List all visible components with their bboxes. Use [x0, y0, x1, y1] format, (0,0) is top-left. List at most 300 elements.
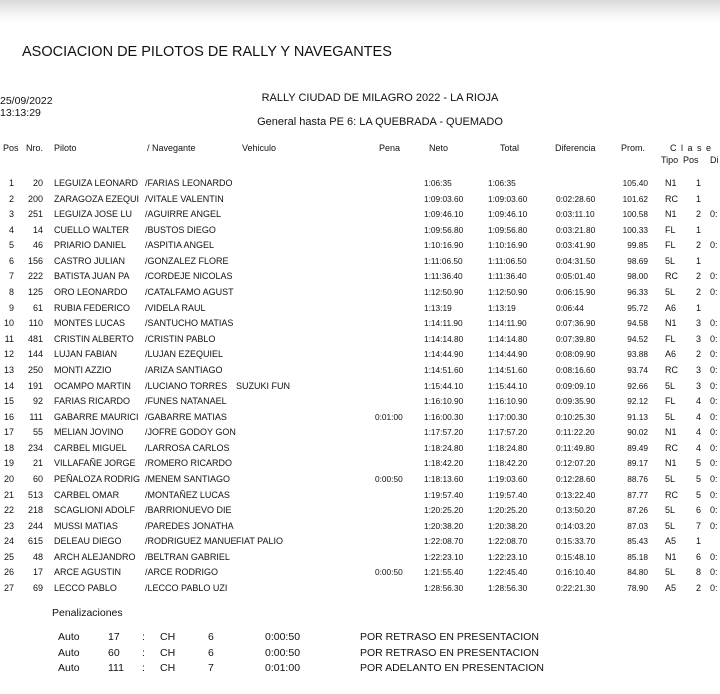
- col-piloto: Piloto: [54, 143, 77, 153]
- cell-cpos: 3: [695, 364, 701, 375]
- col-nro: Nro.: [26, 143, 44, 153]
- photo-top-shadow: [0, 0, 720, 22]
- cell-navegante: /GONZALEZ FLORE: [145, 255, 229, 266]
- cell-piloto: LEGUIZA LEONARD: [54, 178, 139, 188]
- cell-cpos: 2: [695, 287, 701, 298]
- col-clase-pos: Pos: [683, 155, 699, 165]
- col-tipo: Tipo: [661, 155, 679, 165]
- cell-prom: 93.88: [627, 349, 648, 360]
- table-row: [0, 503, 720, 519]
- cell-total: 1:14:14.80: [488, 333, 528, 344]
- cell-dif: 0:14:03.20: [556, 520, 596, 531]
- cell-cpos: 4: [695, 442, 701, 453]
- cell-total: 1:18:42.20: [488, 458, 528, 469]
- cell-prom: 85.43: [627, 536, 648, 547]
- cell-piloto: LEGUIZA JOSE LU: [54, 209, 133, 220]
- cell-piloto: SCAGLIONI ADOLF: [54, 505, 136, 516]
- cell-pos: 21: [3, 489, 14, 500]
- cell-navegante: /ASPITIA ANGEL: [145, 240, 215, 251]
- cell-nro: 48: [32, 551, 43, 562]
- cell-di: 0:: [710, 520, 718, 531]
- cell-nro: 234: [27, 442, 43, 453]
- cell-tipo: RC: [665, 364, 678, 375]
- cell-piloto: ARCH ALEJANDRO: [54, 551, 136, 562]
- cell-cpos: 3: [695, 380, 701, 391]
- cell-prom: 87.03: [627, 520, 648, 531]
- cell-di: 0:: [710, 271, 718, 282]
- table-row: [0, 581, 720, 597]
- cell-total: 1:14:51.60: [488, 364, 528, 375]
- cell-cpos: 1: [695, 224, 701, 235]
- penalty-num: 6: [208, 631, 214, 643]
- cell-cpos: 2: [695, 349, 701, 360]
- cell-neto: 1:18:24.80: [424, 442, 464, 453]
- penalty-num: 7: [208, 662, 214, 674]
- cell-piloto: DELEAU DIEGO: [54, 536, 122, 547]
- cell-piloto: ARCE AGUSTIN: [54, 567, 122, 578]
- cell-prom: 85.18: [627, 551, 648, 562]
- cell-pos: 27: [3, 583, 14, 594]
- cell-prom: 98.69: [627, 255, 648, 266]
- table-row: [0, 379, 720, 395]
- cell-navegante: /CORDEJE NICOLAS: [145, 271, 233, 282]
- cell-pos: 24: [3, 536, 14, 547]
- report-title: RALLY CIUDAD DE MILAGRO 2022 - LA RIOJA: [261, 92, 499, 104]
- cell-piloto: GABARRE MAURICI: [54, 411, 139, 422]
- cell-prom: 84.80: [627, 567, 648, 578]
- cell-navegante: /VITALE VALENTIN: [145, 193, 224, 204]
- cell-pos: 22: [3, 505, 14, 516]
- cell-tipo: RC: [665, 442, 678, 453]
- cell-cpos: 8: [695, 567, 701, 578]
- cell-neto: 1:11:36.40: [424, 271, 463, 282]
- penalty-row: [0, 662, 720, 677]
- cell-pos: 15: [3, 396, 14, 407]
- cell-total: 1:11:36.40: [488, 271, 527, 282]
- cell-prom: 87.77: [627, 489, 648, 500]
- cell-pos: 3: [8, 209, 14, 220]
- cell-vehiculo: SUZUKI FUN: [236, 380, 290, 391]
- cell-tipo: 5L: [665, 411, 676, 422]
- cell-total: 1:09:46.10: [488, 209, 528, 220]
- table-row: [0, 269, 720, 285]
- cell-piloto: MELIAN JOVINO: [54, 427, 124, 438]
- penalty-time: 0:00:50: [265, 646, 301, 659]
- cell-nro: 55: [32, 427, 43, 438]
- cell-neto: 1:20:25.20: [424, 505, 464, 516]
- cell-nro: 61: [32, 302, 43, 313]
- cell-nro: 46: [32, 240, 43, 251]
- cell-cpos: 3: [695, 318, 701, 329]
- cell-di: 0:: [710, 567, 718, 578]
- cell-pos: 10: [3, 318, 14, 329]
- cell-dif: 0:07:36.90: [556, 318, 596, 329]
- cell-neto: 1:10:16.90: [424, 240, 464, 251]
- cell-prom: 101.62: [622, 193, 648, 204]
- penalty-sep: :: [142, 646, 145, 659]
- cell-tipo: N1: [665, 551, 677, 562]
- table-row: [0, 472, 720, 488]
- cell-cpos: 1: [695, 536, 701, 547]
- cell-neto: 1:21:55.40: [424, 567, 464, 578]
- cell-dif: 0:03:21.80: [556, 224, 596, 235]
- cell-dif: 0:12:28.60: [556, 473, 596, 484]
- cell-pos: 2: [8, 193, 14, 204]
- cell-navegante: /SANTUCHO MATIAS: [145, 318, 234, 329]
- col-prom: Prom.: [621, 143, 646, 153]
- table-row: [0, 425, 720, 441]
- cell-piloto: ZARAGOZA EZEQUI: [54, 193, 140, 204]
- table-row: [0, 519, 720, 535]
- cell-cpos: 2: [695, 240, 701, 251]
- cell-prom: 99.85: [627, 240, 648, 251]
- cell-cpos: 2: [695, 271, 701, 282]
- cell-tipo: A5: [665, 583, 677, 594]
- cell-pos: 4: [8, 224, 14, 235]
- cell-prom: 87.26: [627, 505, 648, 516]
- cell-total: 1:19:57.40: [488, 489, 528, 500]
- penalty-row: [0, 647, 720, 662]
- cell-prom: 88.76: [627, 473, 648, 484]
- cell-cpos: 4: [695, 396, 701, 407]
- cell-navegante: /JOFRE GODOY GON: [145, 427, 236, 438]
- cell-prom: 100.58: [622, 209, 648, 220]
- table-row: [0, 347, 720, 363]
- penalty-auto: Auto: [58, 646, 80, 659]
- cell-total: 1:10:16.90: [488, 240, 528, 251]
- report-time: 13:13:29: [0, 107, 41, 119]
- cell-pos: 9: [8, 302, 14, 313]
- cell-neto: 1:20:38.20: [424, 520, 464, 531]
- col-di: Di: [710, 155, 719, 165]
- cell-pos: 11: [4, 333, 14, 344]
- cell-pos: 7: [8, 271, 14, 282]
- cell-total: 1:28:56.30: [488, 583, 528, 594]
- penalty-nro: 111: [108, 662, 124, 674]
- penalty-reason: POR ADELANTO EN PRESENTACION: [360, 662, 544, 674]
- cell-tipo: A6: [665, 302, 677, 313]
- cell-cpos: 1: [695, 302, 701, 313]
- cell-di: 0:: [710, 473, 718, 484]
- results-header: [0, 140, 720, 170]
- cell-nro: 125: [27, 287, 43, 298]
- cell-total: 1:17:00.30: [488, 411, 528, 422]
- table-row: [0, 301, 720, 317]
- table-row: [0, 176, 720, 192]
- cell-neto: 1:28:56.30: [424, 583, 464, 594]
- cell-neto: 1:19:57.40: [424, 489, 464, 500]
- penalty-ch: CH: [160, 662, 176, 674]
- table-row: [0, 238, 720, 254]
- cell-vehiculo: FIAT PALIO: [236, 536, 284, 547]
- col-diferencia: Diferencia: [555, 143, 596, 153]
- cell-cpos: 2: [695, 583, 701, 594]
- cell-navegante: /CRISTIN PABLO: [145, 333, 216, 344]
- cell-dif: 0:11:22.20: [556, 427, 595, 438]
- cell-dif: 0:10:25.30: [556, 411, 596, 422]
- cell-nro: 60: [32, 473, 43, 484]
- cell-prom: 91.13: [627, 411, 648, 422]
- cell-total: 1:16:10.90: [488, 396, 528, 407]
- penalty-nro: 60: [108, 646, 120, 659]
- cell-nro: 222: [27, 271, 43, 282]
- cell-tipo: A5: [665, 536, 677, 547]
- cell-cpos: 6: [695, 505, 701, 516]
- cell-neto: 1:18:13.60: [424, 473, 464, 484]
- cell-pos: 16: [3, 411, 14, 422]
- cell-nro: 21: [32, 458, 43, 469]
- table-row: [0, 363, 720, 379]
- cell-prom: 94.58: [627, 318, 648, 329]
- cell-piloto: LUJAN FABIAN: [54, 349, 118, 360]
- cell-neto: 1:12:50.90: [424, 287, 464, 298]
- cell-nro: 250: [27, 364, 43, 375]
- cell-pos: 19: [3, 458, 14, 469]
- table-row: [0, 192, 720, 208]
- cell-dif: 0:05:01.40: [556, 271, 596, 282]
- table-row: [0, 534, 720, 550]
- cell-neto: 1:14:44.90: [424, 349, 464, 360]
- cell-pos: 12: [3, 349, 14, 360]
- cell-piloto: VILLAFAÑE JORGE: [54, 458, 136, 469]
- cell-total: 1:06:35: [488, 178, 516, 188]
- cell-cpos: 2: [695, 209, 701, 220]
- cell-piloto: RUBIA FEDERICO: [54, 302, 131, 313]
- cell-navegante: /LECCO PABLO UZI: [145, 583, 228, 594]
- cell-di: 0:: [710, 427, 718, 438]
- col-vehiculo: Vehiculo: [242, 143, 277, 153]
- cell-piloto: ORO LEONARDO: [54, 287, 128, 298]
- cell-prom: 89.49: [627, 442, 648, 453]
- cell-navegante: /RODRIGUEZ MANUE: [145, 536, 237, 547]
- cell-nro: 69: [32, 583, 43, 594]
- cell-cpos: 1: [695, 193, 701, 204]
- cell-dif: 0:15:48.10: [556, 551, 596, 562]
- cell-piloto: PRIARIO DANIEL: [54, 240, 127, 251]
- cell-prom: 93.74: [627, 364, 648, 375]
- table-row: [0, 394, 720, 410]
- cell-di: 0:: [710, 458, 718, 469]
- cell-navegante: /FARIAS LEONARDO: [145, 178, 233, 188]
- cell-nro: 20: [32, 178, 43, 188]
- penalty-auto: Auto: [58, 631, 80, 643]
- cell-neto: 1:11:06.50: [424, 255, 463, 266]
- cell-pena: 0:00:50: [375, 473, 403, 484]
- cell-prom: 95.72: [627, 302, 648, 313]
- cell-tipo: 5L: [665, 287, 676, 298]
- cell-tipo: N1: [665, 178, 677, 188]
- cell-nro: 17: [32, 567, 43, 578]
- cell-neto: 1:09:46.10: [424, 209, 464, 220]
- cell-dif: 0:12:07.20: [556, 458, 596, 469]
- cell-nro: 156: [27, 255, 43, 266]
- cell-neto: 1:17:57.20: [424, 427, 464, 438]
- cell-total: 1:18:24.80: [488, 442, 528, 453]
- cell-tipo: 5L: [665, 255, 676, 266]
- penalties-heading: Penalizaciones: [52, 607, 123, 619]
- table-row: [0, 456, 720, 472]
- table-row: [0, 565, 720, 581]
- cell-cpos: 5: [695, 489, 701, 500]
- cell-prom: 96.33: [627, 287, 648, 298]
- penalty-time: 0:00:50: [265, 631, 301, 643]
- cell-dif: 0:03:41.90: [556, 240, 596, 251]
- cell-neto: 1:22:08.70: [424, 536, 464, 547]
- cell-total: 1:20:25.20: [488, 505, 528, 516]
- cell-cpos: 4: [695, 411, 701, 422]
- cell-pos: 8: [8, 287, 14, 298]
- report-date: 25/09/2022: [0, 95, 53, 107]
- cell-navegante: /ARIZA SANTIAGO: [145, 364, 223, 375]
- cell-pos: 13: [3, 364, 14, 375]
- cell-piloto: LECCO PABLO: [54, 583, 117, 594]
- cell-tipo: 5L: [665, 473, 676, 484]
- cell-prom: 100.33: [622, 224, 648, 235]
- cell-total: 1:19:03.60: [488, 473, 528, 484]
- table-row: [0, 223, 720, 239]
- penalty-ch: CH: [160, 646, 176, 659]
- cell-tipo: FL: [665, 224, 676, 235]
- org-title: ASOCIACION DE PILOTOS DE RALLY Y NAVEGANTES: [22, 44, 392, 60]
- cell-navegante: /FUNES NATANAEL: [145, 396, 227, 407]
- cell-dif: 0:08:16.60: [556, 364, 596, 375]
- cell-dif: 0:16:10.40: [556, 567, 596, 578]
- cell-piloto: MONTES LUCAS: [54, 318, 126, 329]
- results-table: [0, 176, 720, 597]
- cell-dif: 0:06:15.90: [556, 287, 596, 298]
- cell-dif: 0:07:39.80: [556, 333, 596, 344]
- cell-tipo: RC: [665, 489, 678, 500]
- cell-cpos: 6: [695, 551, 701, 562]
- cell-tipo: 5L: [665, 380, 676, 391]
- cell-neto: 1:09:56.80: [424, 224, 464, 235]
- cell-nro: 251: [27, 209, 43, 220]
- cell-tipo: N1: [665, 427, 677, 438]
- cell-tipo: RC: [665, 271, 678, 282]
- cell-dif: 0:09:09.10: [556, 380, 596, 391]
- cell-cpos: 5: [695, 458, 701, 469]
- cell-pos: 17: [3, 427, 14, 438]
- cell-dif: 0:08:09.90: [556, 349, 596, 360]
- cell-di: 0:: [710, 209, 718, 220]
- cell-cpos: 7: [695, 520, 701, 531]
- cell-navegante: /AGUIRRE ANGEL: [145, 209, 222, 220]
- cell-neto: 1:16:10.90: [424, 396, 464, 407]
- cell-tipo: FL: [665, 396, 676, 407]
- cell-navegante: /ARCE RODRIGO: [145, 567, 219, 578]
- cell-prom: 105.40: [622, 178, 648, 188]
- cell-di: 0:: [710, 396, 718, 407]
- cell-dif: 0:22:21.30: [556, 583, 596, 594]
- cell-dif: 0:04:31.50: [556, 255, 596, 266]
- cell-nro: 14: [32, 224, 43, 235]
- cell-total: 1:22:23.10: [488, 551, 528, 562]
- col-neto: Neto: [429, 143, 449, 153]
- cell-cpos: 1: [695, 255, 701, 266]
- cell-neto: 1:14:51.60: [424, 364, 464, 375]
- cell-navegante: /LUJAN EZEQUIEL: [145, 349, 224, 360]
- col-navegante: / Navegante: [147, 143, 196, 153]
- cell-prom: 92.66: [627, 380, 648, 391]
- cell-di: 0:: [710, 287, 718, 298]
- col-pos: Pos: [3, 143, 19, 153]
- cell-neto: 1:14:14.80: [424, 333, 464, 344]
- cell-total: 1:13:19: [488, 302, 516, 313]
- cell-piloto: CASTRO JULIAN: [54, 255, 126, 266]
- cell-neto: 1:06:35: [424, 178, 452, 188]
- cell-cpos: 4: [695, 427, 701, 438]
- table-row: [0, 254, 720, 270]
- cell-tipo: 5L: [665, 505, 676, 516]
- cell-pos: 25: [3, 551, 14, 562]
- cell-pos: 5: [8, 240, 14, 251]
- cell-cpos: 1: [695, 178, 701, 188]
- cell-di: 0:: [710, 240, 718, 251]
- report-subtitle: General hasta PE 6: LA QUEBRADA - QUEMADO: [257, 116, 503, 128]
- cell-prom: 94.52: [627, 333, 648, 344]
- cell-navegante: /VIDELA RAUL: [145, 302, 206, 313]
- col-clase: C l a s e: [670, 143, 713, 153]
- cell-nro: 111: [29, 411, 43, 422]
- penalty-reason: POR RETRASO EN PRESENTACION: [360, 646, 539, 659]
- cell-pos: 23: [3, 520, 14, 531]
- cell-nro: 110: [28, 318, 43, 329]
- cell-di: 0:: [710, 583, 718, 594]
- cell-prom: 90.02: [627, 427, 648, 438]
- table-row: [0, 550, 720, 566]
- cell-dif: 0:11:49.80: [556, 442, 595, 453]
- cell-dif: 0:06:44: [556, 302, 584, 313]
- penalty-auto: Auto: [58, 662, 80, 674]
- cell-prom: 98.00: [627, 271, 648, 282]
- cell-navegante: /ROMERO RICARDO: [145, 458, 233, 469]
- cell-pos: 6: [8, 255, 14, 266]
- penalty-time: 0:01:00: [265, 662, 301, 674]
- cell-navegante: /BELTRAN GABRIEL: [145, 551, 230, 562]
- cell-navegante: /CATALFAMO AGUST: [145, 287, 234, 298]
- cell-neto: 1:13:19: [424, 302, 452, 313]
- cell-piloto: MUSSI MATIAS: [54, 520, 118, 531]
- cell-prom: 92.12: [627, 396, 648, 407]
- table-row: [0, 207, 720, 223]
- cell-piloto: BATISTA JUAN PA: [54, 271, 130, 282]
- cell-navegante: /MONTAÑEZ LUCAS: [145, 489, 230, 500]
- cell-piloto: CRISTIN ALBERTO: [54, 333, 134, 344]
- cell-di: 0:: [710, 318, 718, 329]
- penalty-reason: POR RETRASO EN PRESENTACION: [360, 631, 539, 643]
- cell-total: 1:12:50.90: [488, 287, 528, 298]
- cell-neto: 1:22:23.10: [424, 551, 464, 562]
- cell-di: 0:: [710, 333, 718, 344]
- cell-tipo: N1: [665, 458, 677, 469]
- cell-navegante: /PAREDES JONATHA: [145, 520, 234, 531]
- cell-nro: 144: [27, 349, 43, 360]
- cell-tipo: FL: [665, 240, 676, 251]
- cell-nro: 191: [27, 380, 43, 391]
- cell-piloto: OCAMPO MARTIN: [54, 380, 131, 391]
- cell-piloto: CARBEL MIGUEL: [54, 442, 127, 453]
- cell-pos: 1: [8, 178, 14, 188]
- cell-tipo: A6: [665, 349, 677, 360]
- cell-total: 1:15:44.10: [488, 380, 528, 391]
- cell-total: 1:09:56.80: [488, 224, 528, 235]
- cell-dif: 0:13:22.40: [556, 489, 596, 500]
- cell-pos: 14: [3, 380, 14, 391]
- cell-neto: 1:14:11.90: [424, 318, 463, 329]
- cell-total: 1:17:57.20: [488, 427, 528, 438]
- cell-piloto: CARBEL OMAR: [54, 489, 120, 500]
- cell-pos: 18: [3, 442, 14, 453]
